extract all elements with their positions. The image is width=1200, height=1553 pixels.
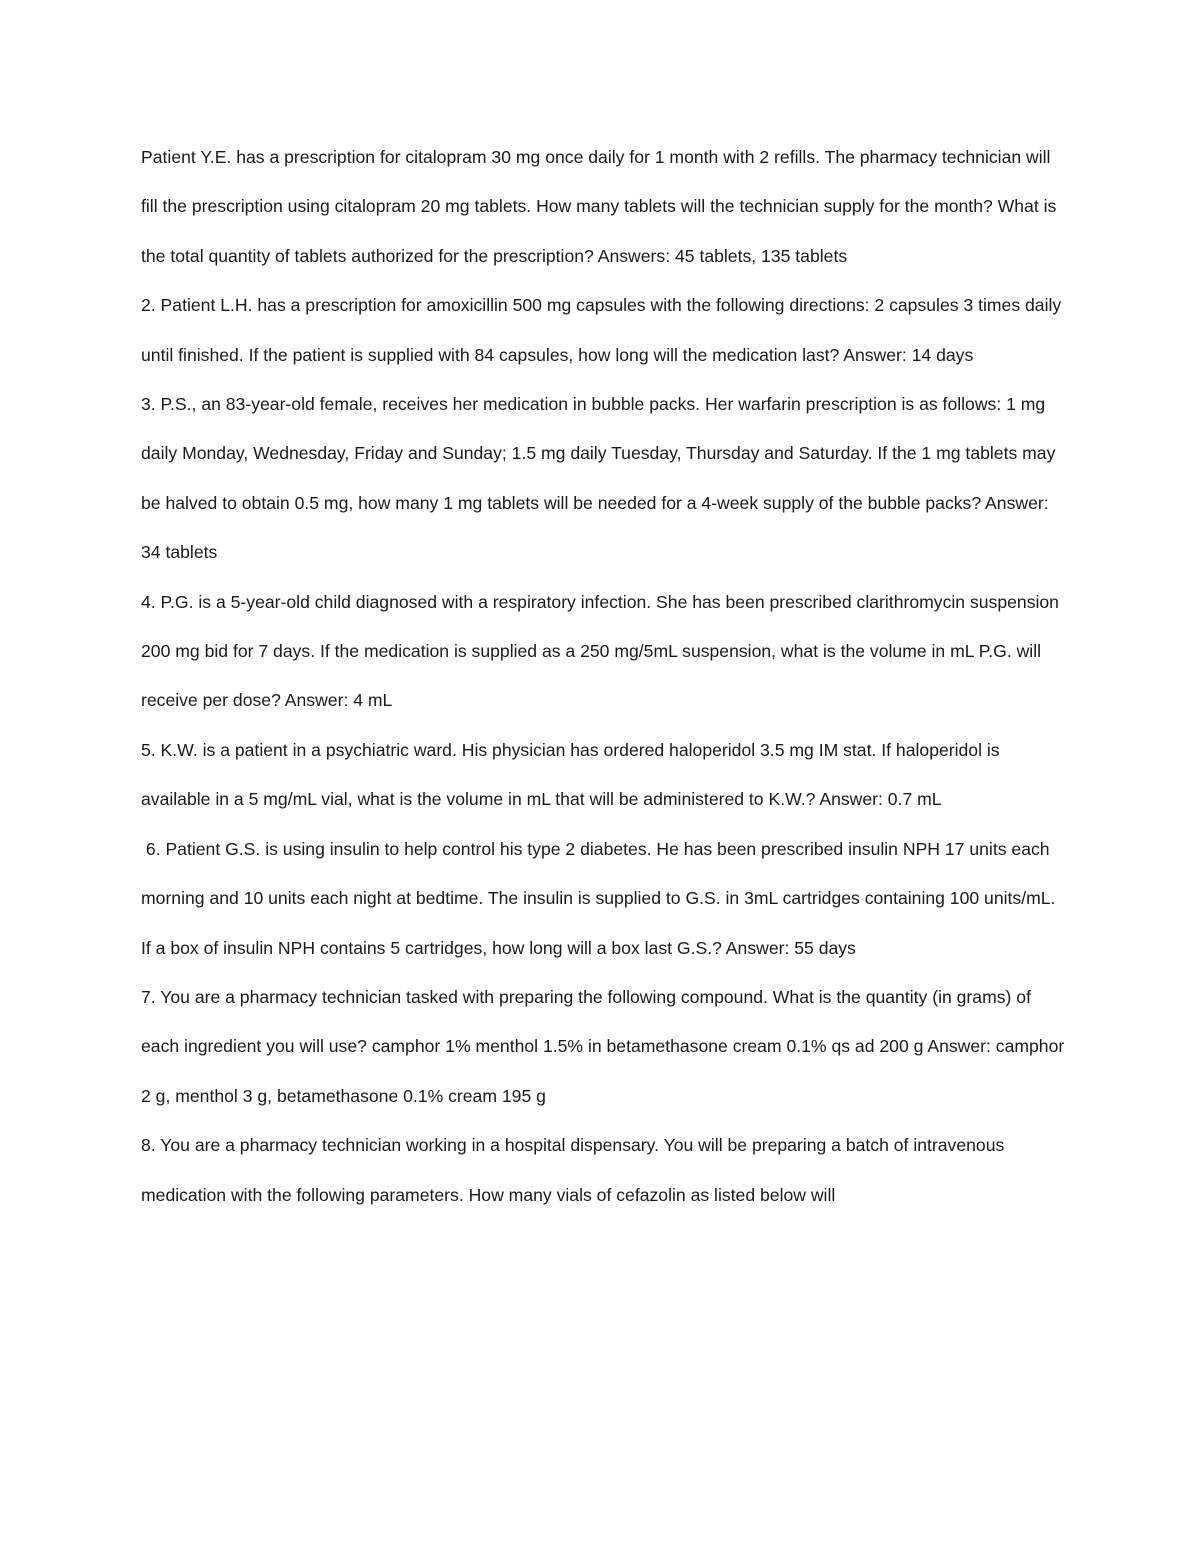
question-7-paragraph: 7. You are a pharmacy technician tasked with preparing the following compound. What is the quantity (in grams) of each ingredient you will use? camphor 1% menthol 1.5% in betamethasone cream 0.1% qs ad 200 g Answer: camphor 2 g, menthol 3 g, betamethasone 0.1% cream 195 g xyxy=(141,986,1070,1106)
question-4-paragraph: 4. P.G. is a 5-year-old child diagnosed with a respiratory infection. She has been prescribed clarithromycin suspension 200 mg bid for 7 days. If the medication is supplied as a 250 mg/5mL suspension, what is the volume in mL P.G. will receive per dose? Answer: 4 mL xyxy=(141,591,1064,711)
question-6-paragraph: 6. Patient G.S. is using insulin to help control his type 2 diabetes. He has been prescribed insulin NPH 17 units each morning and 10 units each night at bedtime. The insulin is supplied to G.S. in 3mL cartridges containing 100 units/mL. If a box of insulin NPH contains 5 cartridges, how long will a box last G.S.? Answer: 55 days xyxy=(141,838,1061,958)
question-2-paragraph: 2. Patient L.H. has a prescription for amoxicillin 500 mg capsules with the following directions: 2 capsules 3 times daily until finished. If the patient is supplied with 84 capsules, how long will the medication last? Answer: 14 days xyxy=(141,295,1067,365)
document-body xyxy=(141,133,1070,1220)
question-5-paragraph: 5. K.W. is a patient in a psychiatric ward. His physician has ordered haloperidol 3.5 mg IM stat. If haloperidol is available in a 5 mg/mL vial, what is the volume in mL that will be administered to K.W.? Answer: 0.7 mL xyxy=(141,739,1005,810)
question-3-paragraph: 3. P.S., an 83-year-old female, receives her medication in bubble packs. Her warfarin prescription is as follows: 1 mg daily Monday, Wednesday, Friday and Sunday; 1.5 mg daily Tuesday, Thursday and Saturday. If the 1 mg tablets may be halved to obtain 0.5 mg, how many 1 mg tablets will be needed for a 4-week supply of the bubble packs? Answer: 34 tablets xyxy=(141,394,1061,563)
question-8-paragraph: 8. You are a pharmacy technician working in a hospital dispensary. You will be preparing a batch of intravenous medication with the following parameters. How many vials of cefazolin as listed below will xyxy=(141,1135,1010,1205)
question-1-paragraph: Patient Y.E. has a prescription for citalopram 30 mg once daily for 1 month with 2 refills. The pharmacy technician will fill the prescription using citalopram 20 mg tablets. How many tablets will the technician supply for the month? What is the total quantity of tablets authorized for the prescription? Answers: 45 tablets, 135 tablets xyxy=(141,147,1062,266)
